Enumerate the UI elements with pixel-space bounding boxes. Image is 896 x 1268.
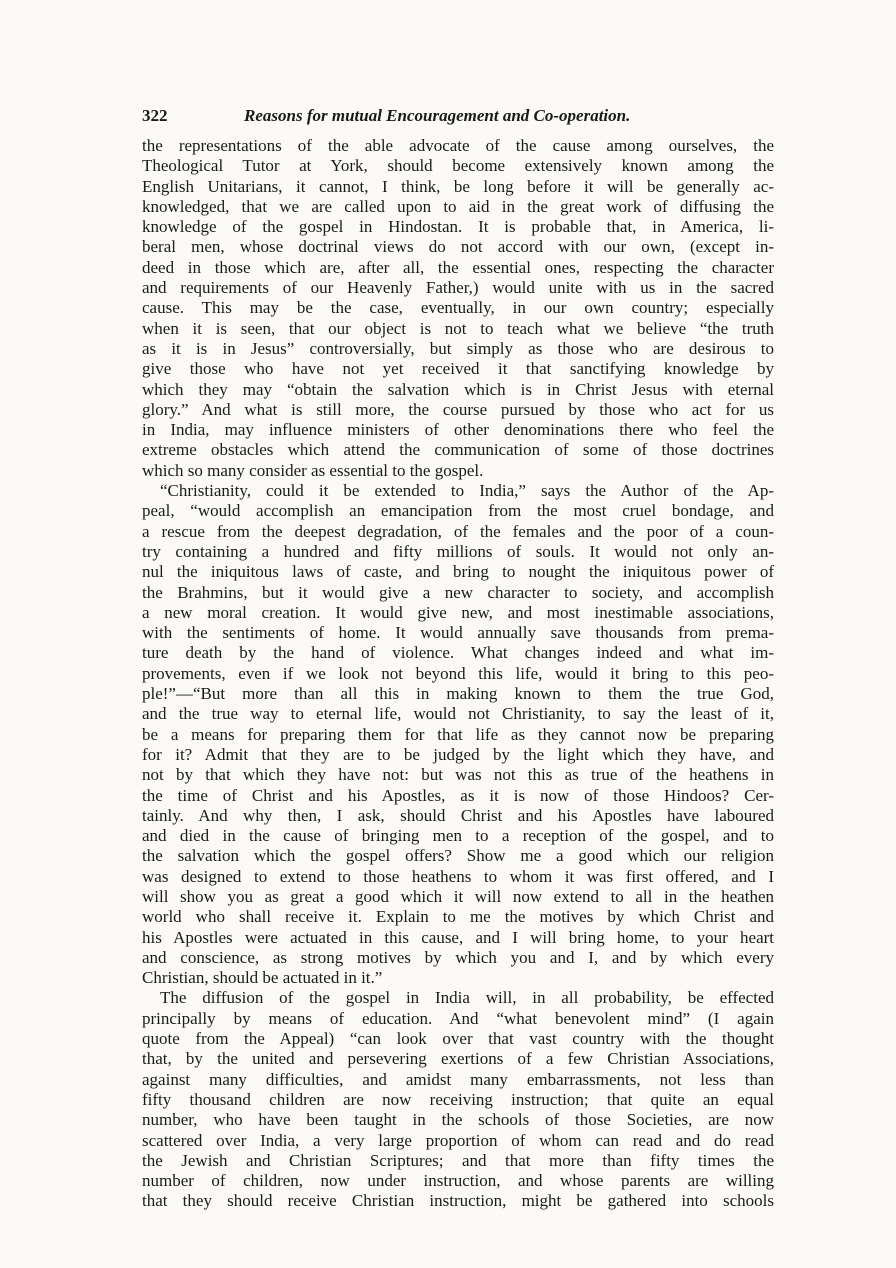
text-line: a new moral creation. It would give new, and most inestimable associations,: [142, 602, 774, 622]
text-line: the Jewish and Christian Scriptures; and that more than fifty times the: [142, 1150, 774, 1170]
text-line: in India, may influence ministers of other denominations there who feel the: [142, 420, 774, 440]
text-line: for it? Admit that they are to be judged by the light which they have, and: [142, 744, 774, 764]
text-line: Theological Tutor at York, should become extensively known among the: [142, 156, 774, 176]
text-line: was designed to extend to those heathens to whom it was first offered, and I: [142, 866, 774, 886]
text-line: that, by the united and persevering exertions of a few Christian Associations,: [142, 1049, 774, 1069]
text-line: and conscience, as strong motives by which you and I, and by which every: [142, 947, 774, 967]
text-line: his Apostles were actuated in this cause, and I will bring home, to your heart: [142, 927, 774, 947]
text-line: be a means for preparing them for that life as they cannot now be preparing: [142, 724, 774, 744]
text-line: nul the iniquitous laws of caste, and bring to nought the iniquitous power of: [142, 562, 774, 582]
text-line: quote from the Appeal) “can look over that vast country with the thought: [142, 1029, 774, 1049]
text-line: cause. This may be the case, eventually, in our own country; especially: [142, 298, 774, 318]
text-line: try containing a hundred and fifty millions of souls. It would not only an-: [142, 541, 774, 561]
text-line: knowledged, that we are called upon to aid in the great work of diffusing the: [142, 196, 774, 216]
text-line: which so many consider as essential to the gospel.: [142, 460, 484, 480]
text-line: number, who have been taught in the schools of those Societies, are now: [142, 1110, 774, 1130]
text-line: a rescue from the deepest degradation, of the females and the poor of a coun-: [142, 521, 774, 541]
text-line: as it is in Jesus” controversially, but simply as those who are desirous to: [142, 338, 774, 358]
text-line: Christian, should be actuated in it.”: [142, 968, 383, 988]
text-line: with the sentiments of home. It would annually save thousands from prema-: [142, 623, 774, 643]
text-line: deed in those which are, after all, the essential ones, respecting the character: [142, 257, 774, 277]
text-line: beral men, whose doctrinal views do not accord with our own, (except in-: [142, 237, 774, 257]
text-line: English Unitarians, it cannot, I think, be long before it will be generally ac-: [142, 176, 774, 196]
text-line: “Christianity, could it be extended to India,” says the Author of the Ap-: [160, 481, 774, 501]
text-line: when it is seen, that our object is not to teach what we believe “the truth: [142, 318, 774, 338]
text-line: peal, “would accomplish an emancipation from the most cruel bondage, and: [142, 501, 774, 521]
page-number: 322: [142, 106, 168, 125]
body-text: [142, 136, 774, 1212]
text-line: will show you as great a good which it will now extend to all in the heathen: [142, 886, 774, 906]
text-line: world who shall receive it. Explain to me the motives by which Christ and: [142, 907, 774, 927]
text-line: and the true way to eternal life, would not Christianity, to say the least of it,: [142, 704, 774, 724]
text-line: and requirements of our Heavenly Father,) would unite with us in the sacred: [142, 278, 774, 298]
text-line: provements, even if we look not beyond this life, would it bring to this peo-: [142, 663, 774, 683]
text-line: extreme obstacles which attend the communication of some of those doctrines: [142, 440, 774, 460]
text-line: the representations of the able advocate of the cause among ourselves, the: [142, 136, 774, 155]
text-line: tainly. And why then, I ask, should Christ and his Apostles have laboured: [142, 805, 774, 825]
text-line: and died in the cause of bringing men to a reception of the gospel, and to: [142, 826, 774, 846]
text-line: give those who have not yet received it that sanctifying knowledge by: [142, 359, 774, 379]
text-line: fifty thousand children are now receiving instruction; that quite an equal: [142, 1089, 774, 1109]
text-line: against many difficulties, and amidst many embarrassments, not less than: [142, 1069, 774, 1089]
text-line: that they should receive Christian instruction, might be gathered into schools: [142, 1191, 774, 1211]
text-line: the salvation which the gospel offers? Show me a good which our religion: [142, 846, 774, 866]
page-header: [142, 106, 774, 132]
text-line: not by that which they have not: but was not this as true of the heathens in: [142, 765, 774, 785]
text-line: which they may “obtain the salvation which is in Christ Jesus with eternal: [142, 379, 774, 399]
text-line: ture death by the hand of violence. What changes indeed and what im-: [142, 643, 774, 663]
text-line: the Brahmins, but it would give a new character to society, and accomplish: [142, 582, 774, 602]
text-line: number of children, now under instruction, and whose parents are willing: [142, 1171, 774, 1191]
text-line: the time of Christ and his Apostles, as it is now of those Hindoos? Cer-: [142, 785, 774, 805]
text-line: scattered over India, a very large proportion of whom can read and do read: [142, 1130, 774, 1150]
text-line: ple!”—“But more than all this in making known to them the true God,: [142, 684, 774, 704]
text-line: glory.” And what is still more, the course pursued by those who act for us: [142, 399, 774, 419]
text-line: principally by means of education. And “what benevolent mind” (I again: [142, 1008, 774, 1028]
running-title: Reasons for mutual Encouragement and Co-operation.: [244, 106, 631, 125]
text-line: The diffusion of the gospel in India will, in all probability, be effected: [160, 988, 774, 1008]
text-line: knowledge of the gospel in Hindostan. It is probable that, in America, li-: [142, 217, 774, 237]
